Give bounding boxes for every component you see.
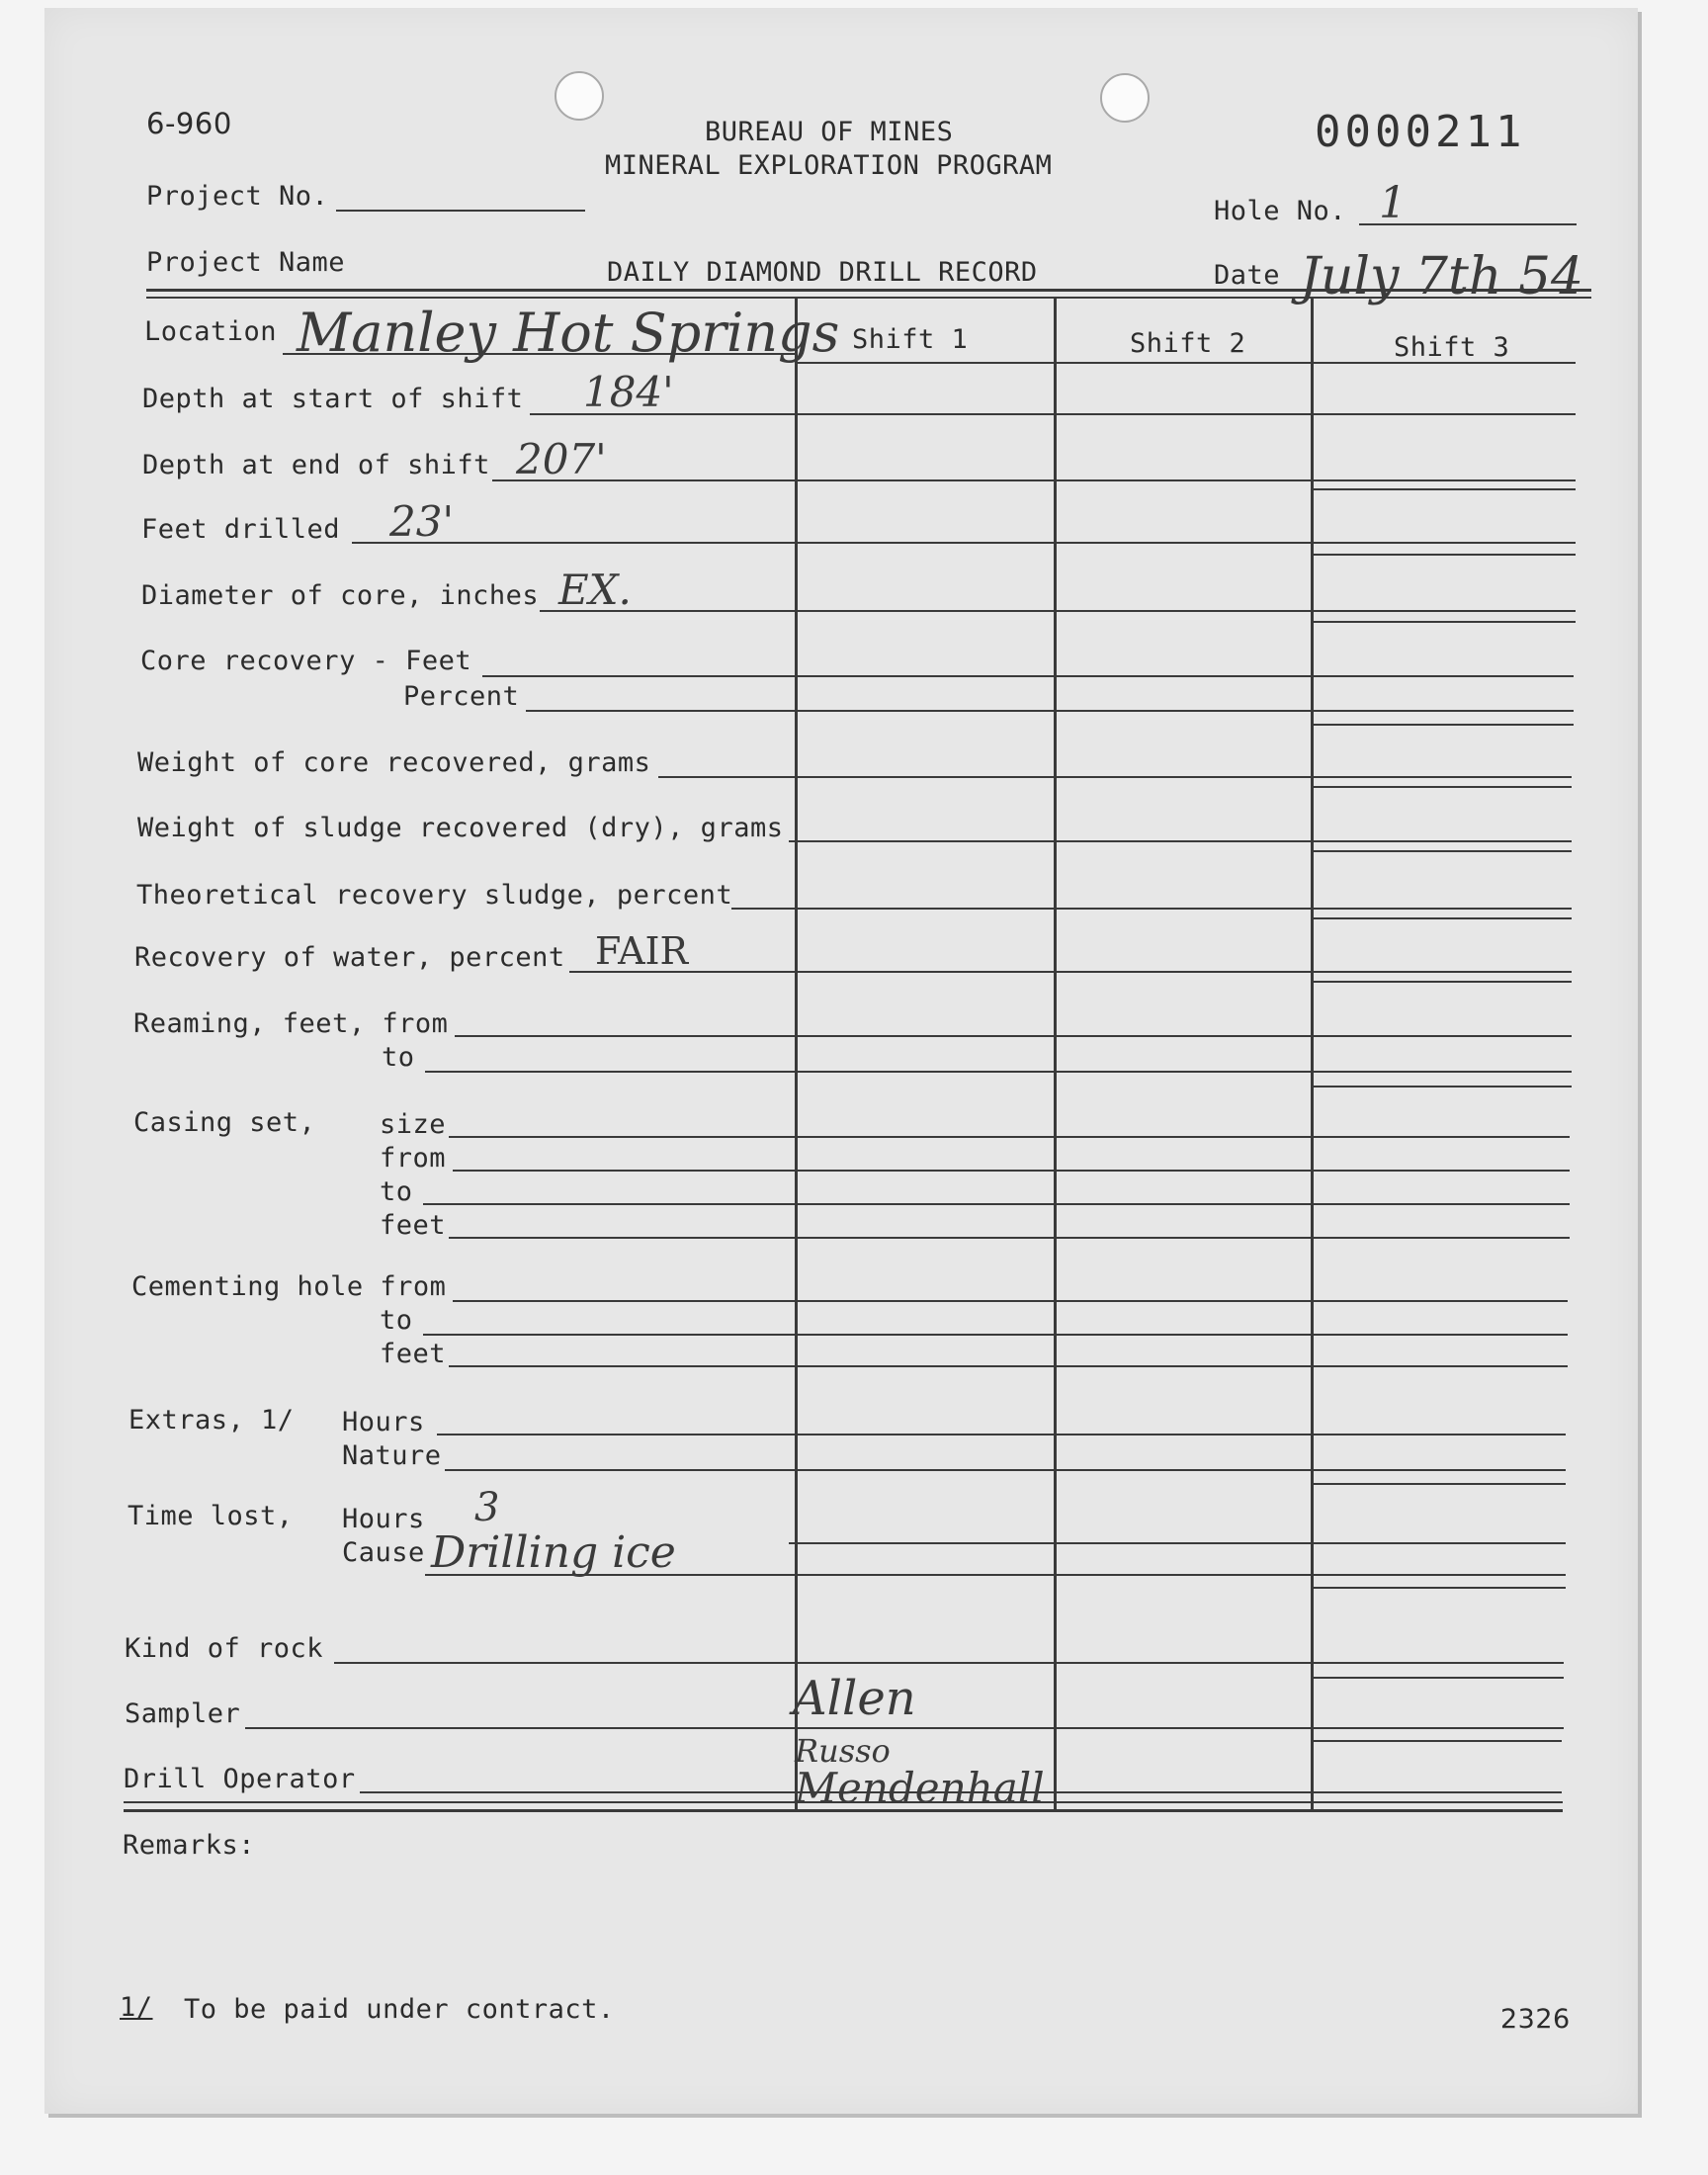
shift-2-header: Shift 2: [1130, 328, 1246, 359]
shift3-theoretical-line: [1313, 917, 1572, 919]
casing-feet-line: [449, 1237, 1570, 1239]
location-label: Location: [144, 316, 278, 347]
header-rule-top: [146, 289, 1591, 292]
column-divider-1: [795, 297, 798, 1811]
reaming-to-label: to: [382, 1042, 415, 1073]
cause-value: Drilling ice: [431, 1527, 676, 1578]
shift3-kind-rock-line: [1313, 1677, 1564, 1679]
shift3-diameter-line: [1313, 621, 1576, 623]
weight-sludge-line: [789, 840, 1572, 842]
date-value: July 7th 54: [1300, 247, 1584, 306]
project-no-line: [336, 210, 585, 212]
shift3-water-line: [1313, 981, 1572, 983]
serial-stamp: 0000211: [1315, 107, 1526, 157]
depth-start-label: Depth at start of shift: [142, 384, 524, 414]
shift3-percent-line: [1313, 724, 1574, 726]
water-line: [569, 971, 1572, 973]
casing-from-label: from: [380, 1143, 447, 1174]
casing-size-line: [449, 1136, 1570, 1138]
project-name-label: Project Name: [146, 247, 346, 278]
sampler-value: Allen: [793, 1671, 916, 1726]
time-lost-hours-label: Hours: [342, 1504, 425, 1534]
cementing-feet-label: feet: [380, 1339, 447, 1369]
punch-hole-left: [555, 71, 604, 121]
punch-hole-right: [1100, 73, 1150, 123]
shift3-weight-core-line: [1313, 786, 1572, 788]
feet-drilled-value: 23': [389, 497, 454, 546]
agency-title: BUREAU OF MINES: [705, 117, 954, 147]
header-rule-bottom: [146, 297, 1591, 299]
time-lost-label: Time lost,: [128, 1501, 294, 1531]
shift-3-header: Shift 3: [1394, 332, 1510, 363]
feet-drilled-line: [352, 542, 1576, 544]
weight-core-line: [658, 776, 1572, 778]
reaming-label: Reaming, feet, from: [133, 1008, 449, 1039]
shift3-weight-sludge-line: [1313, 850, 1572, 852]
reaming-from-line: [455, 1035, 1572, 1037]
cementing-from-line: [453, 1300, 1568, 1302]
weight-sludge-label: Weight of sludge recovered (dry), grams: [137, 813, 784, 843]
drill-operator-value-2: Mendenhall: [795, 1764, 1045, 1812]
shift3-reaming-line: [1313, 1086, 1572, 1088]
form-number: 6-960: [146, 107, 232, 140]
form-title: DAILY DIAMOND DRILL RECORD: [607, 257, 1038, 288]
percent-label: Percent: [403, 681, 520, 712]
casing-to-line: [423, 1203, 1570, 1205]
diameter-label: Diameter of core, inches: [141, 580, 540, 611]
sampler-label: Sampler: [125, 1698, 241, 1729]
extras-nature-line: [445, 1469, 1566, 1471]
percent-line: [526, 710, 1574, 712]
program-title: MINERAL EXPLORATION PROGRAM: [605, 150, 1053, 181]
feet-drilled-label: Feet drilled: [141, 514, 341, 545]
casing-feet-label: feet: [380, 1210, 447, 1241]
water-label: Recovery of water, percent: [134, 942, 565, 973]
water-value: FAIR: [595, 929, 689, 973]
casing-to-label: to: [380, 1176, 413, 1207]
shift-header-line: [797, 362, 1576, 364]
extras-label: Extras, 1/: [128, 1405, 295, 1436]
theoretical-line: [731, 908, 1572, 910]
extras-hours-label: Hours: [342, 1407, 425, 1437]
theoretical-label: Theoretical recovery sludge, percent: [136, 880, 733, 911]
reaming-to-line: [425, 1071, 1572, 1073]
time-lost-hours-value: 3: [474, 1485, 500, 1530]
shift3-time-lost-line: [1313, 1587, 1566, 1589]
project-no-label: Project No.: [146, 181, 329, 212]
cementing-feet-line: [449, 1365, 1568, 1367]
depth-end-line: [492, 479, 1576, 481]
kind-rock-line: [334, 1662, 1564, 1664]
remarks-label: Remarks:: [123, 1830, 256, 1861]
drill-operator-label: Drill Operator: [124, 1764, 356, 1794]
shift-1-header: Shift 1: [852, 324, 969, 355]
casing-label: Casing set,: [133, 1107, 316, 1138]
depth-end-value: 207': [516, 435, 607, 483]
shift-time-lost-line: [789, 1542, 1566, 1544]
date-label: Date: [1214, 260, 1281, 291]
shift3-extras-line: [1313, 1483, 1566, 1485]
column-divider-2: [1054, 297, 1057, 1811]
footnote-text: To be paid under contract.: [184, 1994, 615, 2025]
casing-size-label: size: [380, 1109, 447, 1140]
kind-rock-label: Kind of rock: [125, 1633, 324, 1664]
page-number: 2326: [1500, 2004, 1571, 2035]
hole-no-label: Hole No.: [1214, 196, 1347, 226]
sampler-line: [245, 1727, 1564, 1729]
cause-label: Cause: [342, 1537, 425, 1568]
depth-start-value: 184': [583, 368, 674, 416]
cementing-to-line: [423, 1334, 1568, 1336]
footnote-marker: 1/: [120, 1992, 153, 2023]
drill-operator-value-1: Russo: [795, 1732, 891, 1770]
casing-from-line: [453, 1170, 1570, 1172]
core-recovery-line: [482, 675, 1574, 677]
diameter-value: EX.: [558, 566, 632, 614]
diameter-line: [540, 610, 1576, 612]
core-recovery-label: Core recovery - Feet: [140, 646, 472, 676]
weight-core-label: Weight of core recovered, grams: [137, 747, 651, 778]
shift3-feet-drilled-line: [1313, 554, 1576, 556]
depth-start-line: [530, 413, 1576, 415]
cementing-to-label: to: [380, 1305, 413, 1336]
column-divider-3: [1311, 297, 1314, 1811]
shift3-depth-end-line: [1313, 488, 1576, 490]
shift3-sampler-line: [1313, 1740, 1562, 1742]
hole-no-value: 1: [1379, 178, 1407, 228]
extras-hours-line: [437, 1434, 1566, 1436]
extras-nature-label: Nature: [342, 1440, 442, 1471]
depth-end-label: Depth at end of shift: [142, 450, 490, 480]
bottom-rule-top: [124, 1801, 1563, 1803]
bottom-rule-bottom: [124, 1809, 1563, 1812]
location-value: Manley Hot Springs: [297, 302, 840, 364]
cementing-label: Cementing hole from: [131, 1271, 447, 1302]
